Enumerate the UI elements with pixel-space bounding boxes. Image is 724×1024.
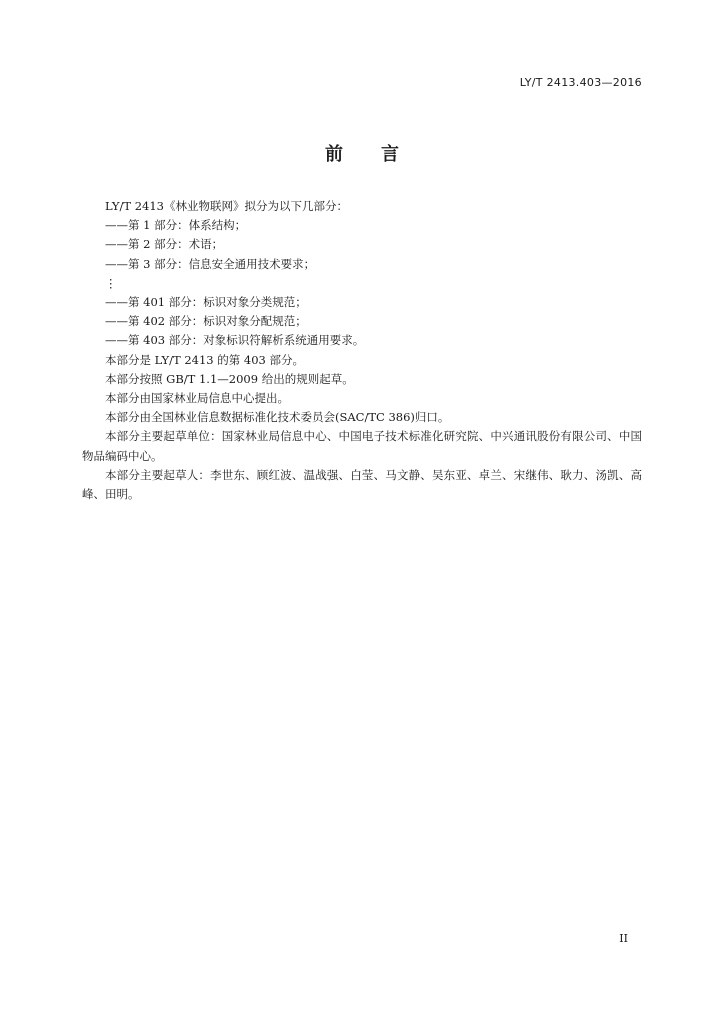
paragraph-technical-committee: 本部分由全国林业信息数据标准化技术委员会(SAC/TC 386)归口。 <box>105 410 450 425</box>
ellipsis-marker: ⋮ <box>105 275 117 290</box>
paragraph-drafters: 本部分主要起草人：李世东、顾红波、温战强、白莹、马文静、吴东亚、卓兰、宋继伟、耿力、汤凯、高峰、田明。 <box>82 467 642 502</box>
paragraph-proposer: 本部分由国家林业局信息中心提出。 <box>105 391 289 406</box>
paragraph-drafting-units: 本部分主要起草单位：国家林业局信息中心、中国电子技术标准化研究院、中兴通讯股份有限公司、中国物品编码中心。 <box>82 429 642 463</box>
part-item-403: ——第 403 部分：对象标识符解析系统通用要求。 <box>105 333 365 348</box>
preface-body <box>82 197 642 504</box>
intro-line: LY/T 2413《林业物联网》拟分为以下几部分： <box>105 199 348 213</box>
paragraph-drafting-rules: 本部分按照 GB/T 1.1—2009 给出的规则起草。 <box>105 371 354 386</box>
page-number: II <box>619 932 628 945</box>
paragraph-part-of: 本部分是 LY/T 2413 的第 403 部分。 <box>105 352 305 367</box>
page-title: 前言 <box>325 144 437 165</box>
part-item-3: ——第 3 部分：信息安全通用技术要求； <box>105 256 316 271</box>
part-item-1: ——第 1 部分：体系结构； <box>105 218 247 233</box>
part-item-401: ——第 401 部分：标识对象分类规范； <box>105 295 307 310</box>
part-item-2: ——第 2 部分：术语； <box>105 237 224 252</box>
part-item-402: ——第 402 部分：标识对象分配规范； <box>105 314 307 329</box>
standard-code: LY/T 2413.403—2016 <box>519 76 642 89</box>
